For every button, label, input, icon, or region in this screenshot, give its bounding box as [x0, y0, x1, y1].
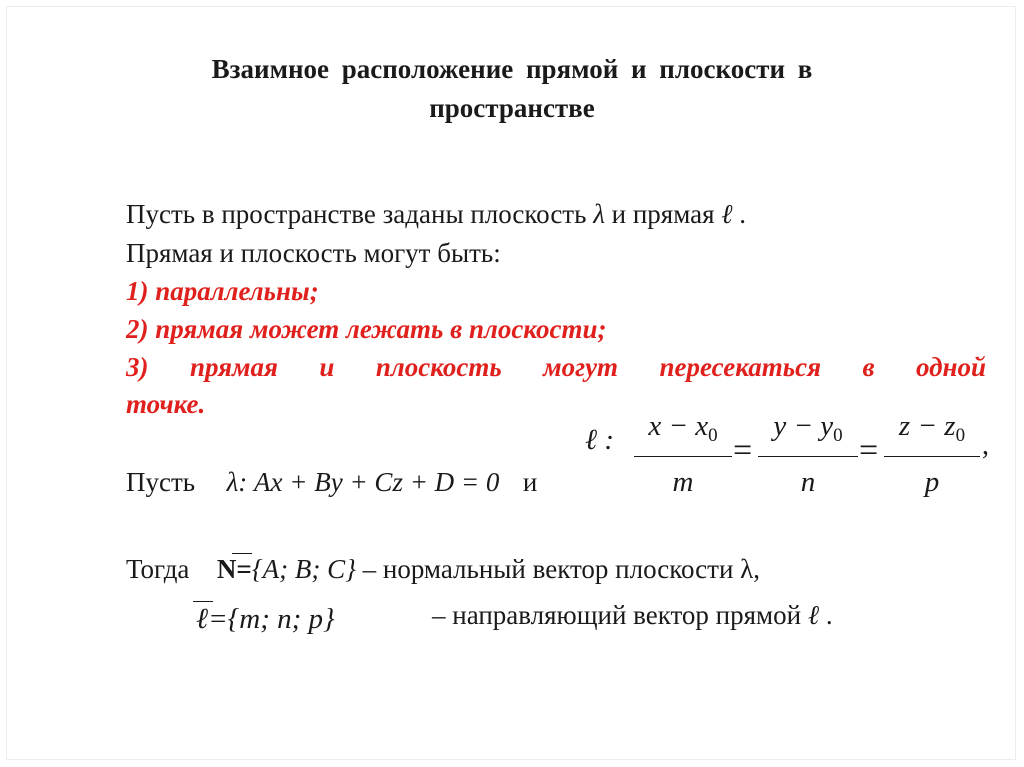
then-word: Тогда — [126, 554, 190, 584]
case-1: 1) параллельны; — [126, 276, 319, 306]
direction-desc-end: . — [819, 600, 833, 630]
fraction-y-denominator: n — [800, 466, 816, 498]
slide-title-line1: Взаимное расположение прямой и плоскости в — [211, 54, 813, 84]
line-label: ℓ : — [585, 424, 614, 456]
and-word: и — [522, 467, 538, 497]
equals-sign: = — [733, 432, 753, 469]
ell-symbol: ℓ — [807, 600, 820, 630]
case-3-word: прямая — [189, 352, 278, 382]
case-3-word: плоскость — [375, 352, 502, 382]
case-3-word: могут — [543, 352, 619, 382]
fraction-bar — [634, 456, 732, 457]
fraction-x-denominator: m — [672, 466, 694, 498]
intro-period: . — [732, 199, 747, 229]
normal-vector-description: – нормальный вектор плоскости λ, — [355, 554, 760, 584]
fraction-bar — [884, 456, 980, 457]
direction-vector-symbol: ℓ — [196, 603, 209, 635]
vector-bar — [232, 553, 252, 554]
case-3-word: одной — [915, 352, 986, 382]
intro-text: Пусть в пространстве заданы плоскость — [126, 199, 594, 229]
normal-vector-line — [126, 554, 760, 585]
plane-equation: λ: Ax + By + Cz + D = 0 — [226, 467, 500, 497]
case-2: 2) прямая может лежать в плоскости; — [126, 314, 607, 344]
fraction-z-denominator: p — [924, 466, 940, 498]
case-3-word: в — [862, 352, 875, 382]
case-3-word: 3) — [126, 352, 149, 382]
intro-line1 — [126, 199, 746, 230]
normal-vector-symbol: N= — [216, 554, 252, 584]
case-3 — [126, 352, 986, 383]
intro-line2: Прямая и плоскость могут быть: — [126, 238, 501, 268]
plane-equation-line — [126, 467, 537, 498]
direction-vector — [196, 603, 335, 636]
fraction-x-numerator: $x - x_0$ — [648, 410, 718, 446]
fraction-bar — [758, 456, 858, 457]
equals-sign: = — [859, 432, 879, 469]
slide-title-line2: пространстве — [429, 93, 595, 123]
fraction-z-numerator: $z - z_0$ — [898, 410, 966, 446]
ell-symbol: ℓ — [721, 199, 733, 229]
direction-vector-set: ={m; n; p} — [208, 603, 335, 635]
vector-bar — [193, 601, 213, 602]
let-word: Пусть — [126, 467, 196, 497]
equation-comma: , — [982, 430, 989, 461]
case-3-word: и — [319, 352, 335, 382]
direction-vector-description — [432, 600, 833, 631]
normal-vector-set: {A; B; C} — [251, 554, 356, 584]
lambda-symbol: λ — [593, 199, 605, 229]
case-3-word: пересекаться — [659, 352, 821, 382]
direction-desc-text: – направляющий вектор прямой — [432, 600, 808, 630]
fraction-y-numerator: $y - y_0$ — [773, 410, 843, 446]
and-line-text: и прямая — [604, 199, 722, 229]
case-3-end: точке. — [126, 389, 206, 419]
